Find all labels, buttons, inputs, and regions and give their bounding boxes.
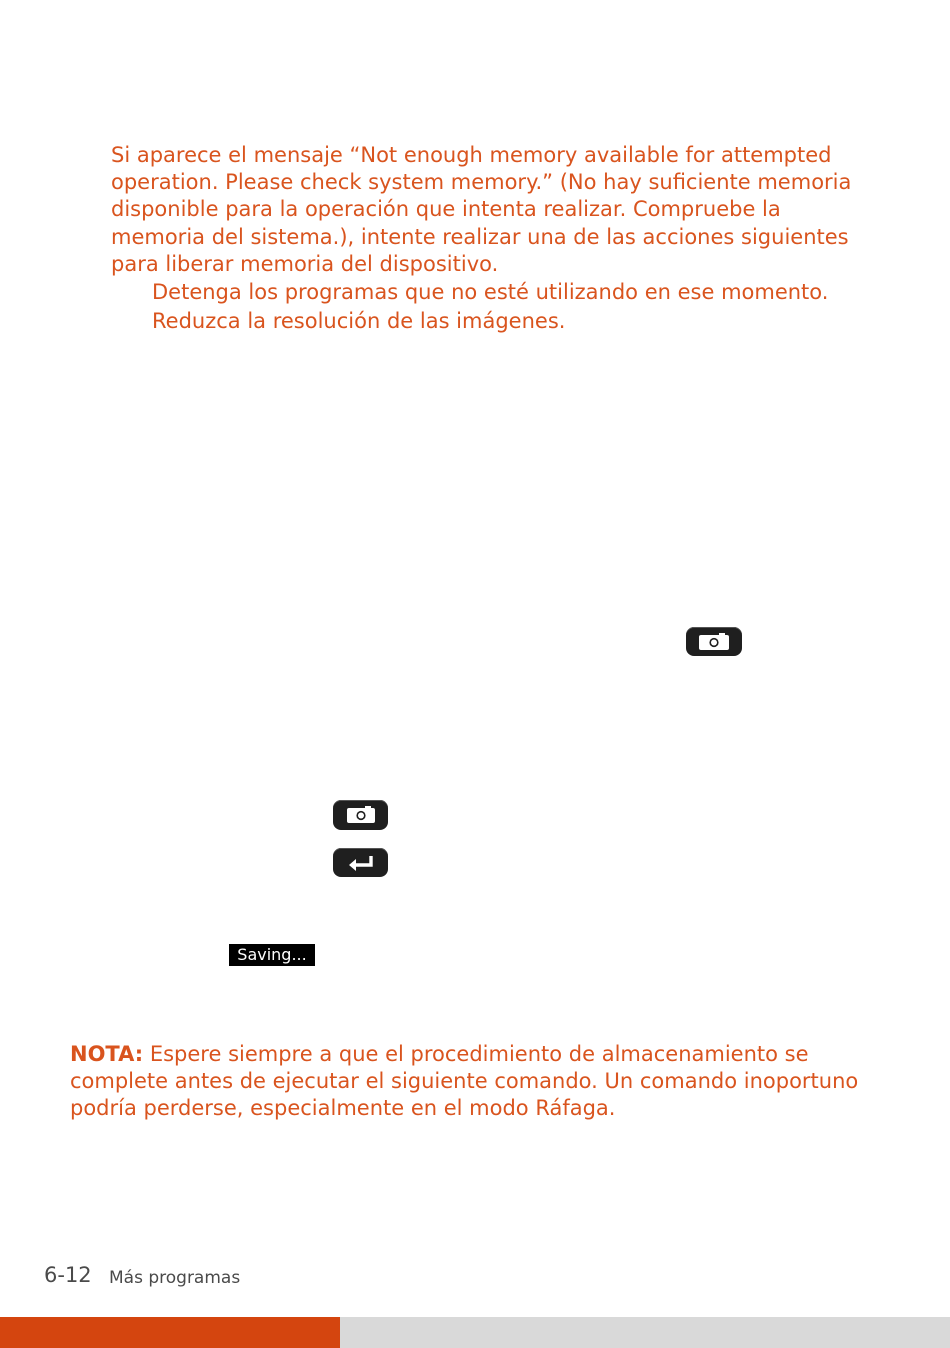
saving-indicator: Saving... [229,944,315,966]
section-title: Más programas [109,1268,241,1288]
bullet-reduce-resolution: Reduzca la resolución de las imágenes. [152,309,566,333]
camera-key-icon [333,800,388,830]
memory-warning-paragraph [111,142,871,278]
note-text: Espere siempre a que el procedimiento de almacenamiento se complete antes de ejecutar el siguiente comando. Un comando inoportuno podría perderse, especialmente en el modo Ráfaga. [70,1042,859,1121]
note-label: NOTA: [70,1042,144,1066]
camera-key-icon [686,627,742,656]
enter-key-icon [333,848,388,877]
page-number: 6-12 [44,1263,92,1287]
footer-gray-bar [340,1317,950,1348]
memory-warning-text: Si aparece el mensaje “Not enough memory available for attempted operation. Please check system memory.” (No hay suficiente memoria disponible para la operación que intenta realizar. Compruebe la memoria del sistema.), intente realizar una de las acciones siguientes para liberar memoria del dispositivo. [111,143,852,276]
note-paragraph [70,1041,890,1123]
footer-accent-bar [0,1317,340,1348]
bullet-stop-programs: Detenga los programas que no esté utilizando en ese momento. [152,280,829,304]
